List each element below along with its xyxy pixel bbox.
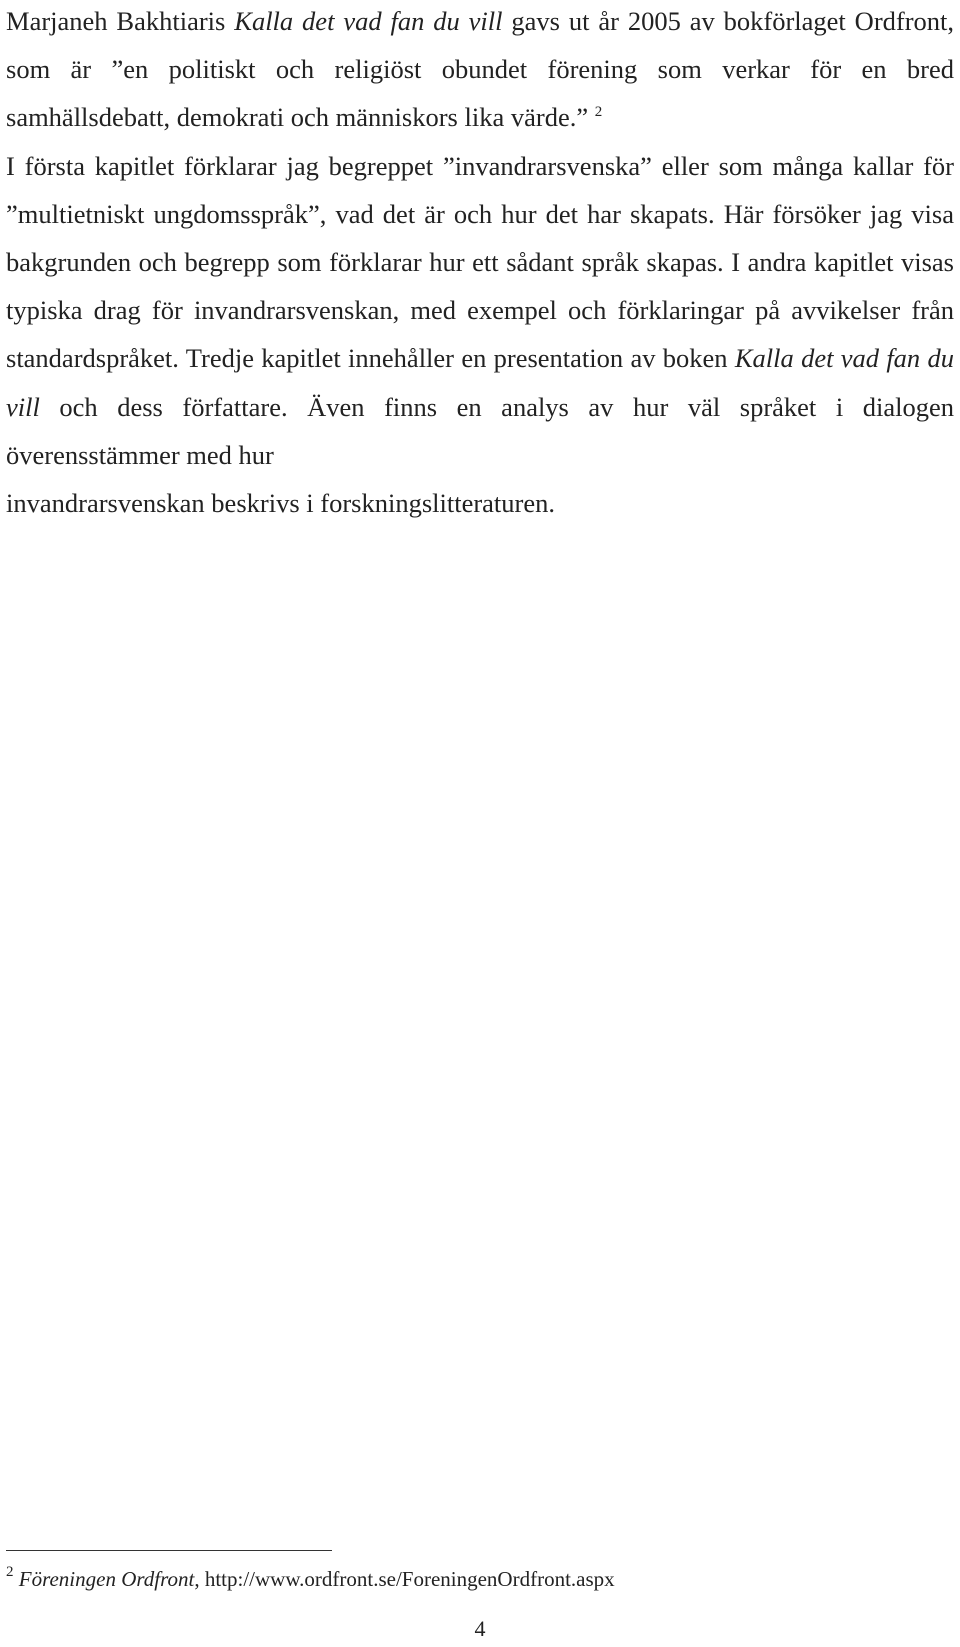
paragraph-2-text: I första kapitlet förklarar jag begreppet ”invandrarsvenska” eller som många kallar för ”multietniskt ungdomsspråk”, vad det är och hur det har skapats. Här försöker jag visa bakgrunden och begrepp som förklarar hur ett sådant språk skapas. I andra kapitlet visas typiska drag för invandrarsvenskan, med exempel och förklaringar på avvikelser från standardspråket. Tredje kapitlet innehåller en presentation av boken bbox=[6, 150, 954, 374]
body-text bbox=[6, 0, 954, 527]
footnote-number: 2 bbox=[6, 1564, 14, 1580]
paragraph-1 bbox=[6, 0, 954, 142]
footnote-separator bbox=[6, 1550, 332, 1551]
footnote-url[interactable]: http://www.ordfront.se/ForeningenOrdfront.aspx bbox=[204, 1567, 615, 1591]
paragraph-1-text: gavs ut år 2005 av bokförlaget Ordfront, som är ”en politiskt och religiöst obundet förening som verkar för en bred samhällsdebatt, demokrati och människors lika värde.” bbox=[6, 6, 955, 133]
paragraph-2 bbox=[6, 142, 954, 479]
paragraph-2-last-line: invandrarsvenskan beskrivs i forskningslitteraturen. bbox=[6, 488, 556, 519]
footnote bbox=[6, 1564, 954, 1594]
footnote-separator-comma: , bbox=[194, 1567, 200, 1591]
paragraph-2-text-continued: och dess författare. Även finns en analys av hur väl språket i dialogen överensstämmer med hur bbox=[6, 391, 954, 470]
footnote-source: Föreningen Ordfront bbox=[18, 1567, 195, 1591]
book-title: Kalla det vad fan du vill bbox=[234, 6, 503, 36]
footnote-reference[interactable]: 2 bbox=[594, 104, 603, 121]
page-number: 4 bbox=[474, 1616, 486, 1641]
author-name: Marjaneh Bakhtiaris bbox=[6, 6, 226, 36]
book-title: Kalla det vad fan du vill bbox=[6, 343, 954, 422]
